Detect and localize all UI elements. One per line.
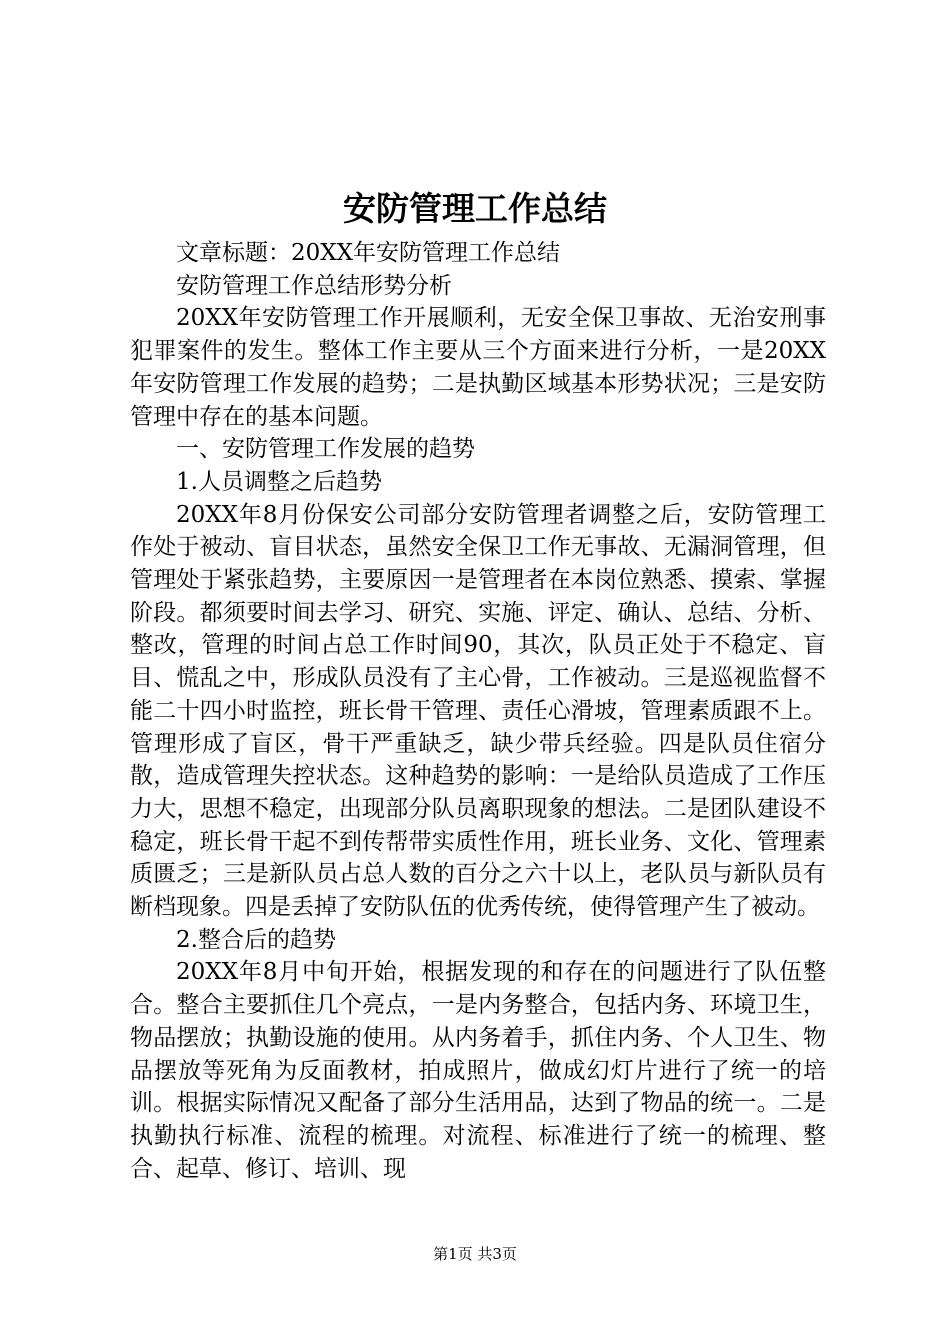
document-body [130, 237, 826, 1185]
page-footer: 第1页 共3页 [433, 1245, 517, 1263]
body-paragraph: 20XX年安防管理工作开展顺利，无安全保卫事故、无治安刑事犯罪案件的发生。整体工作主要从三个方面来进行分析，一是20XX年安防管理工作发展的趋势；二是执勤区域基本形势状况；三是安防管理中存在的基本问题。 [130, 305, 826, 430]
subsection-heading: 2.整合后的趋势 [176, 926, 336, 953]
section-heading: 安防管理工作总结形势分析 [176, 272, 452, 299]
subsection-heading: 1.人员调整之后趋势 [176, 468, 382, 495]
document-title: 安防管理工作总结 [343, 189, 607, 228]
section-heading: 一、安防管理工作发展的趋势 [176, 436, 475, 463]
article-title-line: 文章标题：20XX年安防管理工作总结 [176, 240, 561, 266]
body-paragraph: 20XX年8月份保安公司部分安防管理者调整之后，安防管理工作处于被动、盲目状态，虽然安全保卫工作无事故、无漏洞管理，但管理处于紧张趋势，主要原因一是管理者在本岗位熟悉、摸索、掌握阶段。都须要时间去学习、研究、实施、评定、确认、总结、分析、整改，管理的时间占总工作时间90，其次，队员正处于不稳定、盲目、慌乱之中，形成队员没有了主心骨，工作被动。三是巡视监督不能二十四小时监控，班长骨干管理、责任心滑坡，管理素质跟不上。管理形成了盲区，骨干严重缺乏，缺少带兵经验。四是队员住宿分散，造成管理失控状态。这种趋势的影响：一是给队员造成了工作压力大，思想不稳定，出现部分队员离职现象的想法。二是团队建设不稳定，班长骨干起不到传帮带实质性作用，班长业务、文化、管理素质匮乏；三是新队员占总人数的百分之六十以上，老队员与新队员有断档现象。四是丢掉了安防队伍的优秀传统，使得管理产生了被动。 [130, 501, 826, 921]
body-paragraph: 20XX年8月中旬开始，根据发现的和存在的问题进行了队伍整合。整合主要抓住几个亮点，一是内务整合，包括内务、环境卫生，物品摆放；执勤设施的使用。从内务着手，抓住内务、个人卫生、物品摆放等死角为反面教材，拍成照片，做成幻灯片进行了统一的培训。根据实际情况又配备了部分生活用品，达到了物品的统一。二是执勤执行标准、流程的梳理。对流程、标准进行了统一的梳理、整合、起草、修订、培训、现 [130, 959, 826, 1182]
